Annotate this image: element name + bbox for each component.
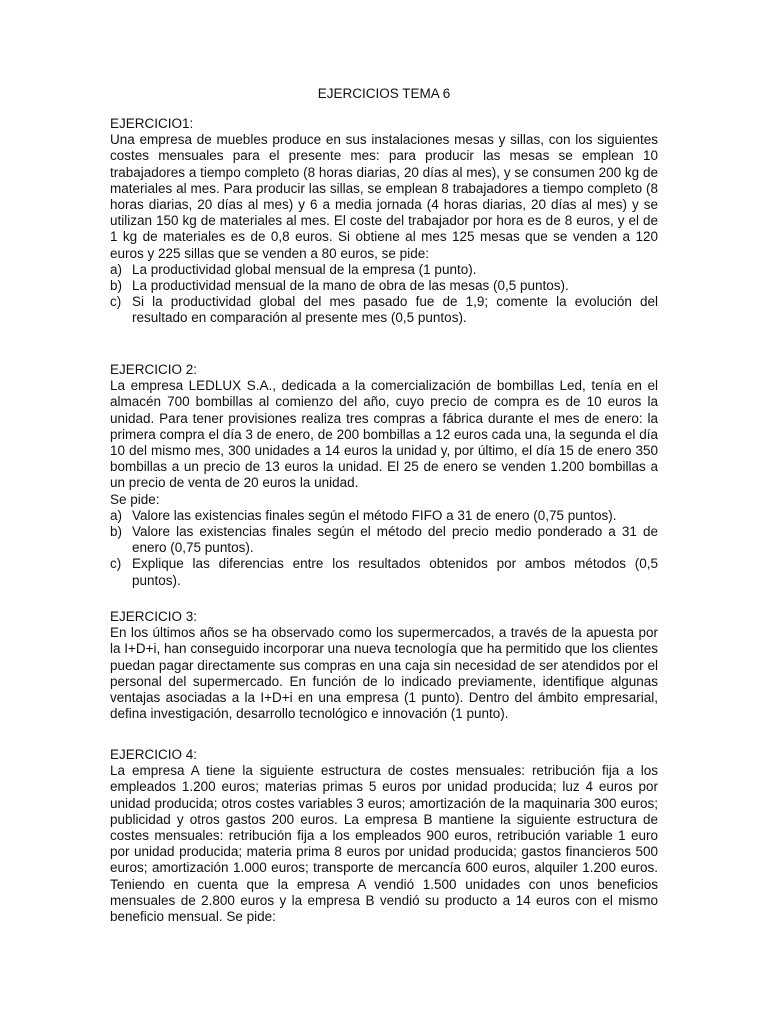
exercise-heading: EJERCICIO 3: [110, 609, 198, 624]
question-text: Valore las existencias finales según el método del precio medio ponderado a 31 de enero (0,75 puntos). [132, 524, 658, 556]
exercise-statement: La empresa A tiene la siguiente estructura de costes mensuales: retribución fija a los empleados 1.200 euros; materias primas 5 euros por unidad producida; luz 4 euros por unidad producida; otros costes variables 3 euros; amortización de la maquinaria 300 euros; publicidad y otros gastos 200 euros. La empresa B mantiene la siguiente estructura de costes mensuales: retribución fija a los empleados 900 euros, retribución variable 1 euro por unidad producida; materia prima 8 euros por unidad producida; gastos financieros 500 euros; amortización 1.000 euros; transporte de mercancía 600 euros, alquiler 1.200 euros. Teniendo en cuenta que la empresa A vendió 1.500 unidades con unos beneficios mensuales de 2.800 euros y la empresa B vendió su producto a 14 euros con el mismo beneficio mensual. Se pide: [110, 763, 658, 925]
question-text: La productividad global mensual de la empresa (1 punto). [132, 261, 477, 277]
question-text: Valore las existencias finales según el método FIFO a 31 de enero (0,75 puntos). [132, 507, 617, 523]
question-item [110, 262, 658, 278]
question-text: Si la productividad global del mes pasado fue de 1,9; comente la evolución del resultado en comparación al presente mes (0,5 puntos). [132, 294, 658, 326]
exercise-heading: EJERCICIO 4: [110, 747, 198, 762]
question-item [110, 278, 658, 294]
exercise-3 [110, 609, 658, 722]
exercise-heading: EJERCICIO 2: [110, 362, 198, 377]
exercise-statement: La empresa LEDLUX S.A., dedicada a la comercialización de bombillas Led, tenía en el almacén 700 bombillas al comienzo del año, cuyo precio de compra es de 10 euros la unidad. Para tener provisiones realiza tres compras a fábrica durante el mes de enero: la primera compra el día 3 de enero, de 200 bombillas a 12 euros cada una, la segunda el día 10 del mismo mes, 300 unidades a 14 euros la unidad y, por último, el día 15 de enero 350 bombillas a un precio de 13 euros la unidad. El 25 de enero se venden 1.200 bombillas a un precio de venta de 20 euros la unidad. [110, 378, 658, 491]
exercise-1 [110, 116, 658, 327]
question-item [110, 556, 658, 588]
exercise-statement: Una empresa de muebles produce en sus instalaciones mesas y sillas, con los siguientes costes mensuales para el presente mes: para producir las mesas se emplean 10 trabajadores a tiempo completo (8 horas diarias, 20 días al mes), y se consumen 200 kg de materiales al mes. Para producir las sillas, se emplean 8 trabajadores a tiempo completo (8 horas diarias, 20 días al mes) y 6 a media jornada (4 horas diarias, 20 días al mes) y se utilizan 150 kg de materiales al mes. El coste del trabajador por hora es de 8 euros, y el de 1 kg de materiales es de 0,8 euros. Si obtiene al mes 125 mesas que se venden a 120 euros y 225 sillas que se venden a 80 euros, se pide: [110, 132, 658, 261]
question-marker: c) [110, 556, 122, 572]
exercise-statement: En los últimos años se ha observado como los supermercados, a través de la apuesta por la I+D+i, han conseguido incorporar una nueva tecnología que ha permitido que los clientes puedan pagar directamente sus compras en una caja sin necesidad de ser atendidos por el personal del supermercado. En función de lo indicado previamente, identifique algunas ventajas asociadas a la I+D+i en una empresa (1 punto). Dentro del ámbito empresarial, defina investigación, desarrollo tecnológico e innovación (1 punto). [110, 625, 658, 722]
question-marker: a) [110, 261, 123, 277]
question-item [110, 508, 658, 524]
exercise-4 [110, 747, 658, 925]
question-list [110, 508, 658, 589]
question-marker: c) [110, 294, 122, 310]
question-item [110, 294, 658, 326]
exercise-lead: Se pide: [110, 491, 160, 507]
document-title: EJERCICIOS TEMA 6 [317, 86, 451, 101]
exercise-2 [110, 362, 658, 589]
question-text: La productividad mensual de la mano de obra de las mesas (0,5 puntos). [132, 278, 569, 294]
question-item [110, 524, 658, 556]
exercise-heading: EJERCICIO1: [110, 116, 194, 131]
question-marker: b) [110, 278, 123, 294]
question-marker: a) [110, 507, 123, 523]
question-list [110, 262, 658, 327]
question-text: Explique las diferencias entre los resultados obtenidos por ambos métodos (0,5 puntos). [132, 556, 658, 588]
question-marker: b) [110, 524, 123, 540]
